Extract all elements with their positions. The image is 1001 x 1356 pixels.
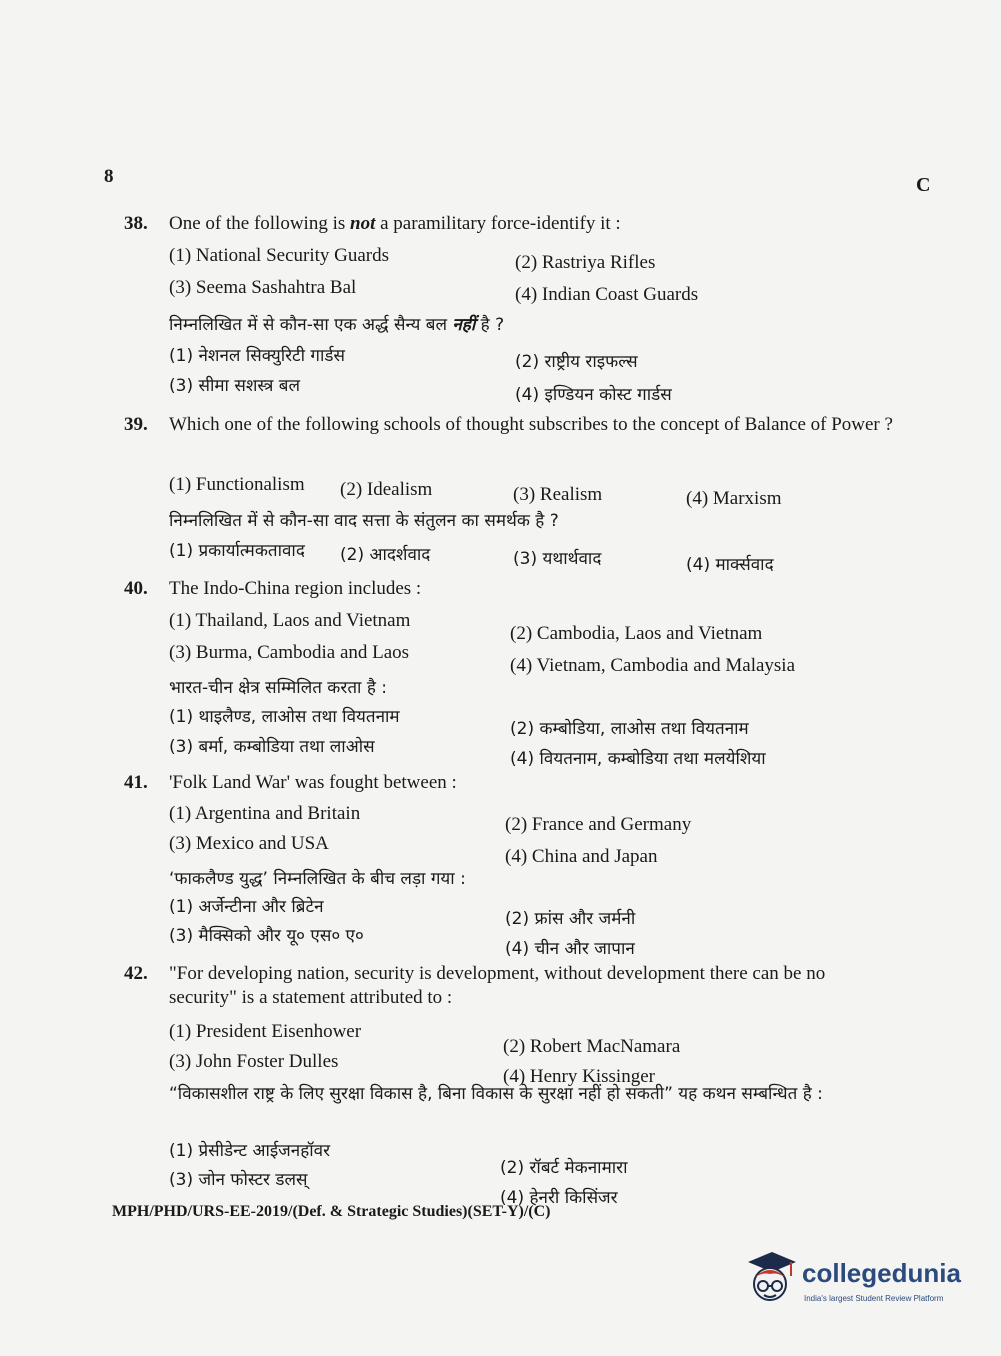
question-text: 'Folk Land War' was fought between : [169, 772, 457, 793]
option: (3) John Foster Dulles [169, 1051, 339, 1072]
hindi-option: (3) जोन फोस्टर डलस् [169, 1170, 308, 1190]
hindi-question-text: “विकासशील राष्ट्र के लिए सुरक्षा विकास है, बिना विकास के सुरक्षा नहीं हो सकती” यह कथन सम्बन्धित है : [169, 1084, 823, 1104]
question-text: The Indo-China region includes : [169, 578, 422, 599]
option: (1) Functionalism [169, 474, 305, 495]
hindi-option: (2) कम्बोडिया, लाओस तथा वियतनाम [510, 719, 749, 739]
option: (4) Marxism [686, 488, 782, 509]
option: (4) Henry Kissinger [503, 1066, 655, 1087]
question-text: "For developing nation, security is development, without development there can be no security" is a statement attributed to : [169, 963, 826, 1008]
hindi-option: (3) बर्मा, कम्बोडिया तथा लाओस [169, 737, 375, 757]
option: (3) Realism [513, 484, 603, 505]
hindi-option: (4) वियतनाम, कम्बोडिया तथा मलयेशिया [510, 749, 766, 769]
question-40 [124, 577, 914, 601]
question-42 [124, 962, 894, 1010]
option: (2) Idealism [340, 479, 433, 500]
question-text: One of the following is not a paramilitary force-identify it : [169, 213, 621, 234]
hindi-option: (4) मार्क्सवाद [686, 555, 774, 575]
hindi-option: (4) हेनरी किसिंजर [500, 1188, 618, 1208]
question-39 [124, 413, 914, 437]
hindi-option: (2) रॉबर्ट मेकनामारा [500, 1158, 628, 1178]
option: (1) National Security Guards [169, 245, 390, 266]
option: (2) Cambodia, Laos and Vietnam [510, 623, 763, 644]
option: (4) Indian Coast Guards [515, 284, 699, 305]
page-number: 8 [104, 166, 114, 187]
option: (1) Argentina and Britain [169, 803, 361, 824]
hindi-question-text: भारत-चीन क्षेत्र सम्मिलित करता है : [169, 678, 387, 698]
hindi-option: (2) फ्रांस और जर्मनी [505, 909, 636, 929]
hindi-option: (4) चीन और जापान [505, 939, 635, 959]
option: (1) President Eisenhower [169, 1021, 362, 1042]
hindi-option: (3) यथार्थवाद [513, 549, 602, 569]
question-number: 41. [124, 772, 148, 793]
option: (3) Seema Sashahtra Bal [169, 277, 357, 298]
question-text: Which one of the following schools of thought subscribes to the concept of Balance of Power ? [169, 414, 893, 435]
hindi-option: (1) प्रकार्यात्मकतावाद [169, 541, 305, 561]
hindi-question-text: ‘फाकलैण्ड युद्ध’ निम्नलिखित के बीच लड़ा गया : [169, 869, 466, 889]
collegedunia-logo [742, 1248, 972, 1318]
hindi-option: (1) नेशनल सिक्युरिटी गार्डस [169, 346, 345, 366]
logo-name: collegedunia [802, 1258, 961, 1288]
hindi-option: (1) थाइलैण्ड, लाओस तथा वियतनाम [169, 707, 400, 727]
question-number: 38. [124, 213, 148, 234]
option: (4) China and Japan [505, 846, 658, 867]
question-38 [124, 212, 914, 236]
option: (1) Thailand, Laos and Vietnam [169, 610, 411, 631]
hindi-option: (3) सीमा सशस्त्र बल [169, 376, 301, 396]
option: (2) Robert MacNamara [503, 1036, 681, 1057]
question-number: 40. [124, 578, 148, 599]
question-number: 42. [124, 963, 148, 984]
hindi-option: (3) मैक्सिको और यू० एस० ए० [169, 926, 364, 946]
question-number: 39. [124, 414, 148, 435]
option: (3) Mexico and USA [169, 833, 329, 854]
option: (2) France and Germany [505, 814, 692, 835]
question-41 [124, 771, 914, 795]
hindi-option: (2) आदर्शवाद [340, 545, 431, 565]
hindi-question-text: निम्नलिखित में से कौन-सा वाद सत्ता के संतुलन का समर्थक है ? [169, 511, 559, 531]
footer-code: MPH/PHD/URS-EE-2019/(Def. & Strategic Studies)(SET-Y)/(C) [112, 1203, 551, 1220]
logo-mascot-icon [742, 1248, 798, 1310]
hindi-option: (2) राष्ट्रीय राइफल्स [515, 352, 638, 372]
hindi-option: (1) अर्जेन्टीना और ब्रिटेन [169, 897, 324, 917]
hindi-option: (4) इण्डियन कोस्ट गार्डस [515, 385, 672, 405]
set-letter: C [916, 174, 931, 196]
logo-tagline: India's largest Student Review Platform [804, 1294, 944, 1303]
hindi-question-text: निम्नलिखित में से कौन-सा एक अर्द्ध सैन्य बल नहीं है ? [169, 315, 505, 335]
option: (4) Vietnam, Cambodia and Malaysia [510, 655, 796, 676]
option: (2) Rastriya Rifles [515, 252, 656, 273]
option: (3) Burma, Cambodia and Laos [169, 642, 410, 663]
hindi-option: (1) प्रेसीडेन्ट आईजनहॉवर [169, 1141, 331, 1161]
